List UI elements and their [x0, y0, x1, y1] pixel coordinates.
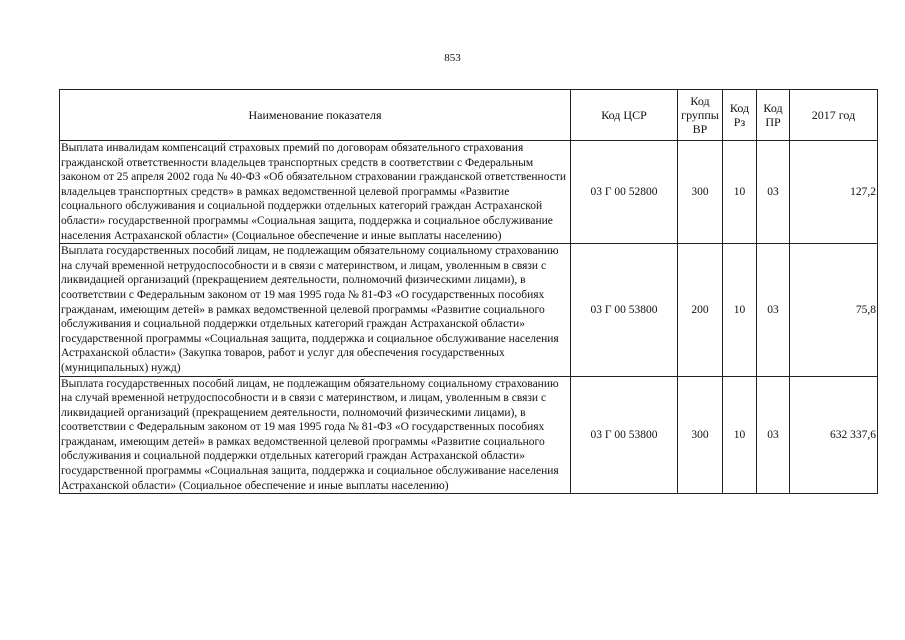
row-pr-code: 03: [757, 141, 790, 244]
header-row: [60, 90, 878, 141]
row-vr-code: 200: [678, 244, 723, 376]
header-name: Наименование показателя: [60, 90, 571, 141]
row-vr-code: 300: [678, 141, 723, 244]
row-rz-code: 10: [723, 244, 757, 376]
table-body: [60, 141, 878, 494]
row-amount: 127,2: [790, 141, 878, 244]
header-rz-code: Код Рз: [723, 90, 757, 141]
row-amount: 75,8: [790, 244, 878, 376]
row-name: Выплата государственных пособий лицам, не подлежащим обязательному социальному страхованию на случай временной нетрудоспособности и в связи с материнством, и лицам, уволенным в связи с ликвидацией организаций (прекращением деятельности, полномочий физическими лицами), в соответствии с Федеральным законом от 19 мая 1995 года № 81-ФЗ «О государственных пособиях гражданам, имеющим детей» в рамках ведомственной целевой программы «Развитие социального обслуживания и социальной поддержки отдельных категорий граждан Астраханской области» государственной программы «Социальная защита, поддержка и социальное обслуживание населения Астраханской области» (Социальное обеспечение и иные выплаты населению): [60, 376, 571, 494]
header-vr-code: Код группы ВР: [678, 90, 723, 141]
table-row: [60, 376, 878, 494]
row-vr-code: 300: [678, 376, 723, 494]
row-csr-code: 03 Г 00 53800: [571, 376, 678, 494]
header-csr-code: Код ЦСР: [571, 90, 678, 141]
page-number: 853: [444, 52, 461, 64]
budget-table: [59, 89, 878, 494]
header-year: 2017 год: [790, 90, 878, 141]
row-rz-code: 10: [723, 376, 757, 494]
row-pr-code: 03: [757, 244, 790, 376]
row-csr-code: 03 Г 00 53800: [571, 244, 678, 376]
table-row: [60, 244, 878, 376]
row-name: Выплата государственных пособий лицам, не подлежащим обязательному социальному страхованию на случай временной нетрудоспособности и в связи с материнством, и лицам, уволенным в связи с ликвидацией организаций (прекращением деятельности, полномочий физическими лицами), в соответствии с Федеральным законом от 19 мая 1995 года № 81-ФЗ «О государственных пособиях гражданам, имеющим детей» в рамках ведомственной целевой программы «Развитие социального обслуживания и социальной поддержки отдельных категорий граждан Астраханской области» государственной программы «Социальная защита, поддержка и социальное обслуживание населения Астраханской области» (Закупка товаров, работ и услуг для обеспечения государственных (муниципальных) нужд): [60, 244, 571, 376]
row-amount: 632 337,6: [790, 376, 878, 494]
row-name: Выплата инвалидам компенсаций страховых премий по договорам обязательного страхования гражданской ответственности владельцев транспортных средств в соответствии с Федеральным законом от 25 апреля 2002 года № 40-ФЗ «Об обязательном страховании гражданской ответственности владельцев транспортных средств» в рамках ведомственной целевой программы «Развитие социального обслуживания и социальной поддержки отдельных категорий граждан Астраханской области» государственной программы «Социальная защита, поддержка и социальное обслуживание населения Астраханской области» (Социальное обеспечение и иные выплаты населению): [60, 141, 571, 244]
row-csr-code: 03 Г 00 52800: [571, 141, 678, 244]
table-row: [60, 141, 878, 244]
row-rz-code: 10: [723, 141, 757, 244]
row-pr-code: 03: [757, 376, 790, 494]
header-pr-code: Код ПР: [757, 90, 790, 141]
table-header: [60, 90, 878, 141]
